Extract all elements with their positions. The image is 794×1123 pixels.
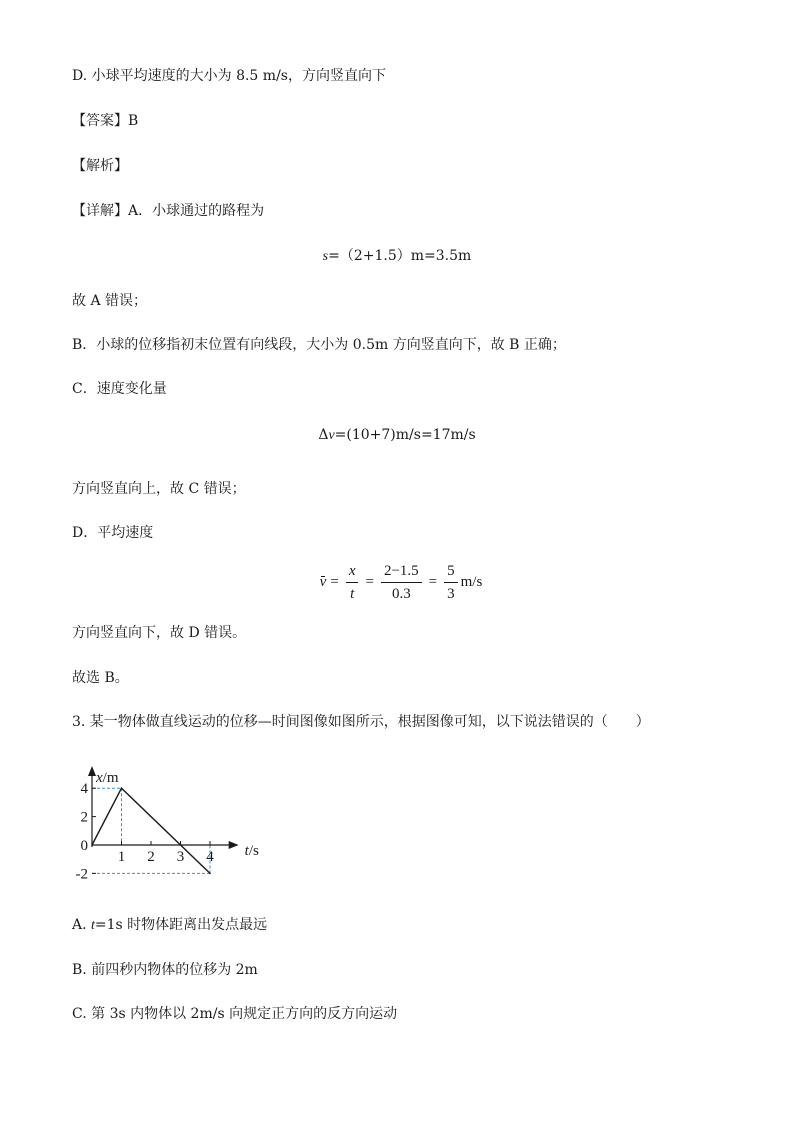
series-point-0-1 — [121, 787, 123, 789]
formula-eq3: = — [428, 573, 438, 590]
x-tick-label-2: 2 — [147, 849, 155, 865]
formula-distance — [0, 246, 794, 267]
y-tick-label--2: -2 — [75, 866, 88, 883]
d-label: D．平均速度 — [72, 525, 154, 541]
option-d-previous: D. 小球平均速度的大小为 8.5 m/s，方向竖直向下 — [72, 68, 386, 84]
formula-average-velocity — [0, 560, 794, 604]
formula-frac-result-num: 5 — [444, 562, 458, 583]
formula-frac-xt-den: t — [350, 585, 355, 602]
formula-velocity-var: v — [328, 428, 335, 443]
series-point-0-0 — [91, 844, 93, 846]
y-axis-arrow — [88, 766, 96, 776]
formula-frac-result-den: 3 — [447, 585, 455, 602]
formula-vbar: v — [319, 573, 327, 590]
formula-frac-result — [444, 562, 458, 603]
x-tick-label-4: 4 — [206, 849, 214, 865]
analysis-label: 【解析】 — [72, 158, 128, 174]
choose-b: 故选 B。 — [72, 670, 129, 686]
option-a-rest: =1s 时物体距离出发点最远 — [94, 917, 268, 933]
formula-unit: m/s — [460, 573, 483, 590]
detail-a: 【详解】A．小球通过的路程为 — [72, 203, 265, 219]
formula-frac-values-num: 2−1.5 — [381, 562, 422, 583]
x-axis-label — [245, 843, 259, 859]
x-tick-label-3: 3 — [176, 849, 185, 865]
x-axis-label-unit: /s — [248, 843, 259, 859]
x-tick-label-1: 1 — [117, 849, 126, 865]
d-wrong: 方向竖直向下，故 D 错误。 — [72, 625, 247, 641]
formula-eq1: = — [330, 573, 339, 590]
formula-frac-values-den: 0.3 — [391, 585, 411, 602]
y-axis-label — [95, 770, 119, 786]
option-a — [72, 915, 267, 936]
formula-velocity-change — [0, 425, 794, 446]
formula-velocity-delta: Δ — [318, 427, 329, 443]
option-c: C. 第 3s 内物体以 2m/s 向规定正方向的反方向运动 — [72, 1006, 398, 1022]
option-b: B. 前四秒内物体的位移为 2m — [72, 962, 258, 978]
c-wrong: 方向竖直向上，故 C 错误； — [72, 481, 246, 497]
formula-frac-values — [381, 562, 422, 603]
formula-eq2: = — [365, 573, 374, 590]
formula-frac-xt-num: x — [346, 562, 359, 583]
y-tick-label-4: 4 — [80, 781, 88, 798]
question-stem: 3. 某一物体做直线运动的位移—时间图像如图所示，根据图像可知，以下说法错误的（ ） — [72, 714, 650, 730]
b-correct: B．小球的位移指初末位置有向线段，大小为 0.5m 方向竖直向下，故 B 正确； — [72, 337, 566, 353]
option-a-prefix: A. — [72, 917, 92, 933]
y-axis-label-var: x — [96, 770, 103, 786]
formula-frac-xt — [346, 562, 359, 603]
x-axis-arrow — [229, 841, 239, 849]
a-wrong: 故 A 错误； — [72, 293, 148, 309]
x-axis-label-var: t — [244, 843, 249, 859]
y-tick-label-0: 0 — [80, 838, 88, 854]
c-label: C．速度变化量 — [72, 381, 167, 397]
formula-velocity-rest: =(10+7)m/s=17m/s — [334, 427, 476, 443]
option-a-var: t — [91, 918, 95, 933]
series-point-0-2 — [209, 873, 211, 875]
xt-graph — [68, 752, 278, 892]
answer-label: 【答案】B — [72, 113, 139, 129]
y-tick-label-2: 2 — [80, 809, 88, 826]
y-axis-label-unit: /m — [102, 770, 119, 786]
formula-distance-var: s — [322, 249, 329, 264]
formula-distance-rest: =（2+1.5）m=3.5m — [328, 248, 472, 264]
